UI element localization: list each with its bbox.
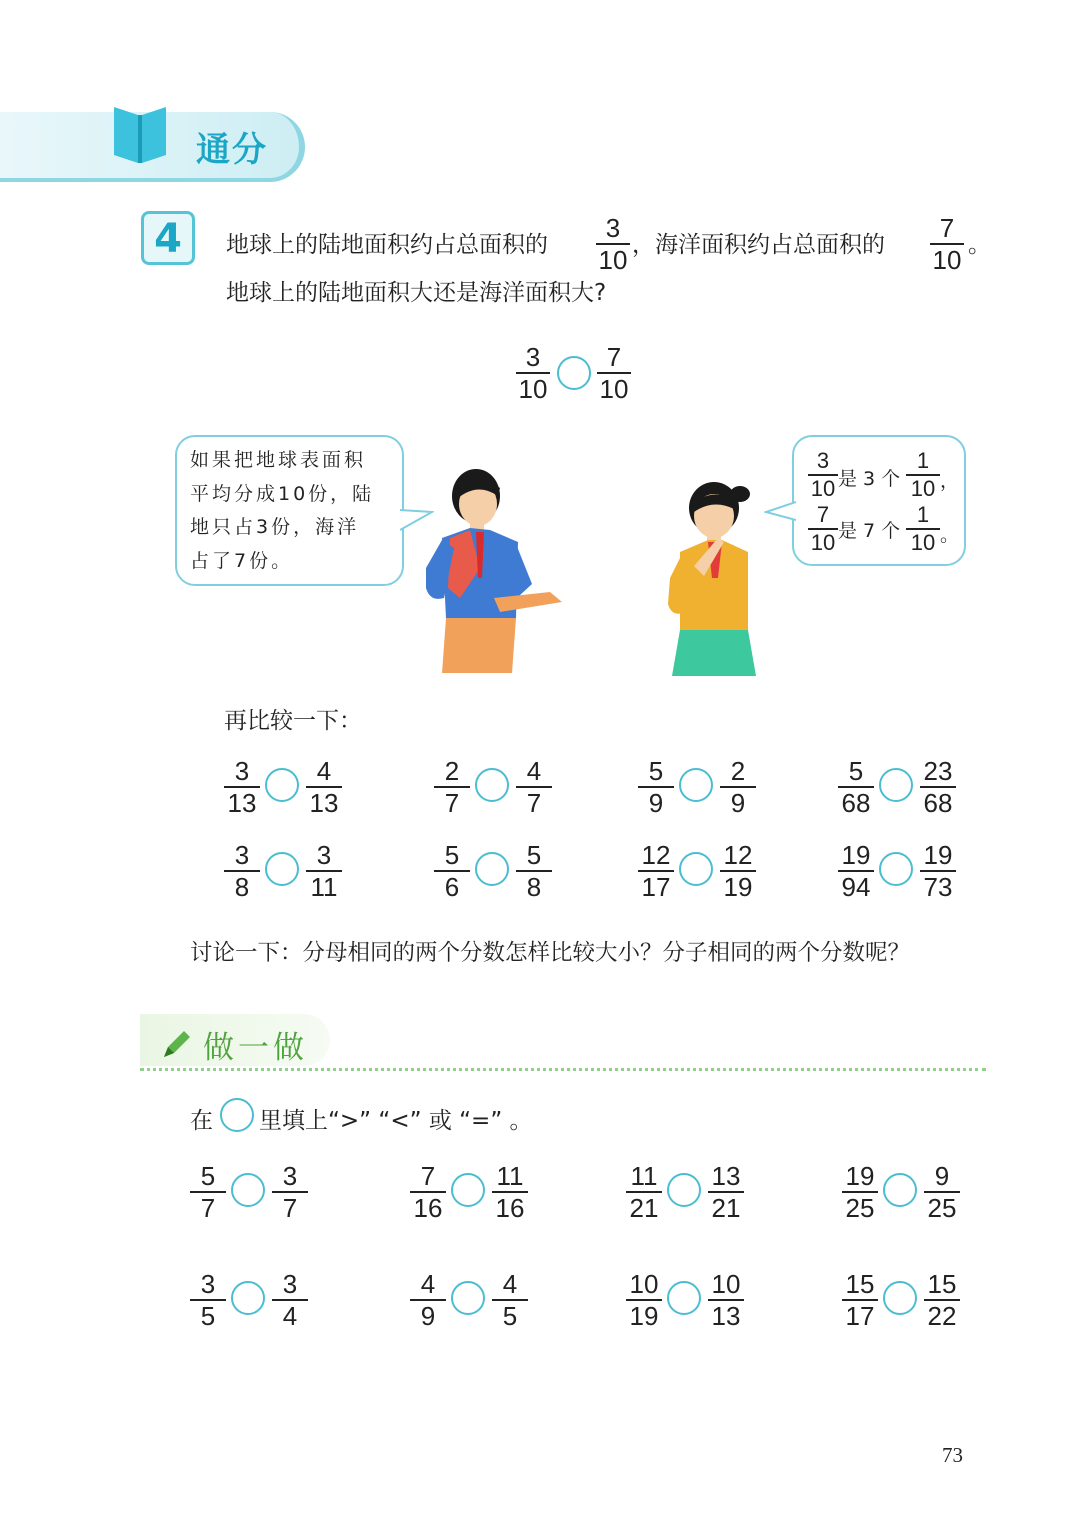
try-it-answer-circle[interactable] — [451, 1281, 485, 1315]
try-it-right-fraction: 15 22 — [924, 1271, 960, 1329]
compare-again-left-fraction: 5 9 — [638, 758, 674, 816]
compare-answer-circle[interactable] — [557, 356, 591, 390]
compare-again-left-fraction: 3 13 — [224, 758, 260, 816]
compare-again-label: 再比较一下： — [224, 708, 362, 734]
girl-frac-7-10: 7 10 — [808, 504, 838, 554]
compare-again-answer-circle[interactable] — [879, 768, 913, 802]
girl-text-1: 是 3 个 — [838, 468, 901, 490]
page-number: 73 — [942, 1443, 963, 1467]
try-it-right-fraction: 10 13 — [708, 1271, 744, 1329]
compare-again-answer-circle[interactable] — [265, 768, 299, 802]
compare-again-answer-circle[interactable] — [879, 852, 913, 886]
try-it-answer-circle[interactable] — [883, 1173, 917, 1207]
land-fraction: 3 10 — [596, 215, 630, 273]
compare-again-right-fraction: 23 68 — [920, 758, 956, 816]
compare-left-fraction: 3 10 — [516, 344, 550, 402]
try-it-left-fraction: 4 9 — [410, 1271, 446, 1329]
try-it-left-fraction: 11 21 — [626, 1163, 662, 1221]
compare-again-right-fraction: 12 19 — [720, 842, 756, 900]
compare-again-right-fraction: 4 13 — [306, 758, 342, 816]
girl-comma: ， — [940, 470, 960, 492]
try-it-title: 做一做 — [203, 1030, 308, 1066]
try-it-right-fraction: 3 4 — [272, 1271, 308, 1329]
girl-text-2: 是 7 个 — [838, 520, 901, 542]
girl-unit-2: 1 10 — [906, 504, 940, 554]
try-it-left-fraction: 10 19 — [626, 1271, 662, 1329]
try-it-answer-circle[interactable] — [883, 1281, 917, 1315]
ocean-fraction: 7 10 — [930, 215, 964, 273]
try-it-right-fraction: 11 16 — [492, 1163, 528, 1221]
compare-again-right-fraction: 4 7 — [516, 758, 552, 816]
compare-again-right-fraction: 5 8 — [516, 842, 552, 900]
compare-again-left-fraction: 12 17 — [638, 842, 674, 900]
compare-again-answer-circle[interactable] — [475, 852, 509, 886]
try-it-answer-circle[interactable] — [231, 1281, 265, 1315]
girl-frac-3-10: 3 10 — [808, 450, 838, 500]
pencil-icon — [160, 1027, 194, 1061]
open-book-icon — [112, 103, 168, 165]
try-it-left-fraction: 5 7 — [190, 1163, 226, 1221]
girl-period: 。 — [940, 524, 960, 546]
compare-again-left-fraction: 5 68 — [838, 758, 874, 816]
compare-again-answer-circle[interactable] — [265, 852, 299, 886]
try-it-right-fraction: 3 7 — [272, 1163, 308, 1221]
compare-again-right-fraction: 2 9 — [720, 758, 756, 816]
compare-again-answer-circle[interactable] — [679, 852, 713, 886]
compare-again-right-fraction: 19 73 — [920, 842, 956, 900]
try-it-answer-circle[interactable] — [667, 1173, 701, 1207]
try-it-right-fraction: 13 21 — [708, 1163, 744, 1221]
boy-speech-text: 如果把地球表面积 平均分成10份，陆 地只占3份，海洋 占了7份。 — [190, 449, 375, 572]
try-it-right-fraction: 4 5 — [492, 1271, 528, 1329]
instruction-suffix: 里填上“>” “<” 或 “=” 。 — [259, 1108, 533, 1134]
instruction-prefix: 在 — [190, 1108, 213, 1134]
compare-again-left-fraction: 2 7 — [434, 758, 470, 816]
compare-again-left-fraction: 3 8 — [224, 842, 260, 900]
problem-text-1b: ，海洋面积约占总面积的 — [632, 232, 885, 258]
compare-again-right-fraction: 3 11 — [306, 842, 342, 900]
instruction-circle-icon — [220, 1098, 254, 1132]
girl-unit-1: 1 10 — [906, 450, 940, 500]
try-it-left-fraction: 7 16 — [410, 1163, 446, 1221]
section-divider — [140, 1068, 986, 1071]
compare-right-fraction: 7 10 — [597, 344, 631, 402]
try-it-answer-circle[interactable] — [231, 1173, 265, 1207]
problem-text-1a: 地球上的陆地面积约占总面积的 — [226, 232, 548, 258]
try-it-answer-circle[interactable] — [667, 1281, 701, 1315]
compare-again-answer-circle[interactable] — [679, 768, 713, 802]
problem-text-2: 地球上的陆地面积大还是海洋面积大? — [226, 280, 607, 306]
girl-illustration — [664, 482, 764, 676]
try-it-left-fraction: 3 5 — [190, 1271, 226, 1329]
try-it-left-fraction: 19 25 — [842, 1163, 878, 1221]
try-it-right-fraction: 9 25 — [924, 1163, 960, 1221]
problem-number: 4 — [141, 211, 195, 265]
try-it-answer-circle[interactable] — [451, 1173, 485, 1207]
compare-again-left-fraction: 5 6 — [434, 842, 470, 900]
problem-text-1c: 。 — [968, 232, 991, 258]
section-title: 通分 — [196, 130, 268, 170]
compare-again-answer-circle[interactable] — [475, 768, 509, 802]
boy-illustration — [420, 468, 570, 673]
try-it-left-fraction: 15 17 — [842, 1271, 878, 1329]
bubble-tail-right — [764, 500, 796, 524]
discussion-text: 讨论一下：分母相同的两个分数怎样比较大小？分子相同的两个分数呢？ — [190, 940, 911, 966]
compare-again-left-fraction: 19 94 — [838, 842, 874, 900]
